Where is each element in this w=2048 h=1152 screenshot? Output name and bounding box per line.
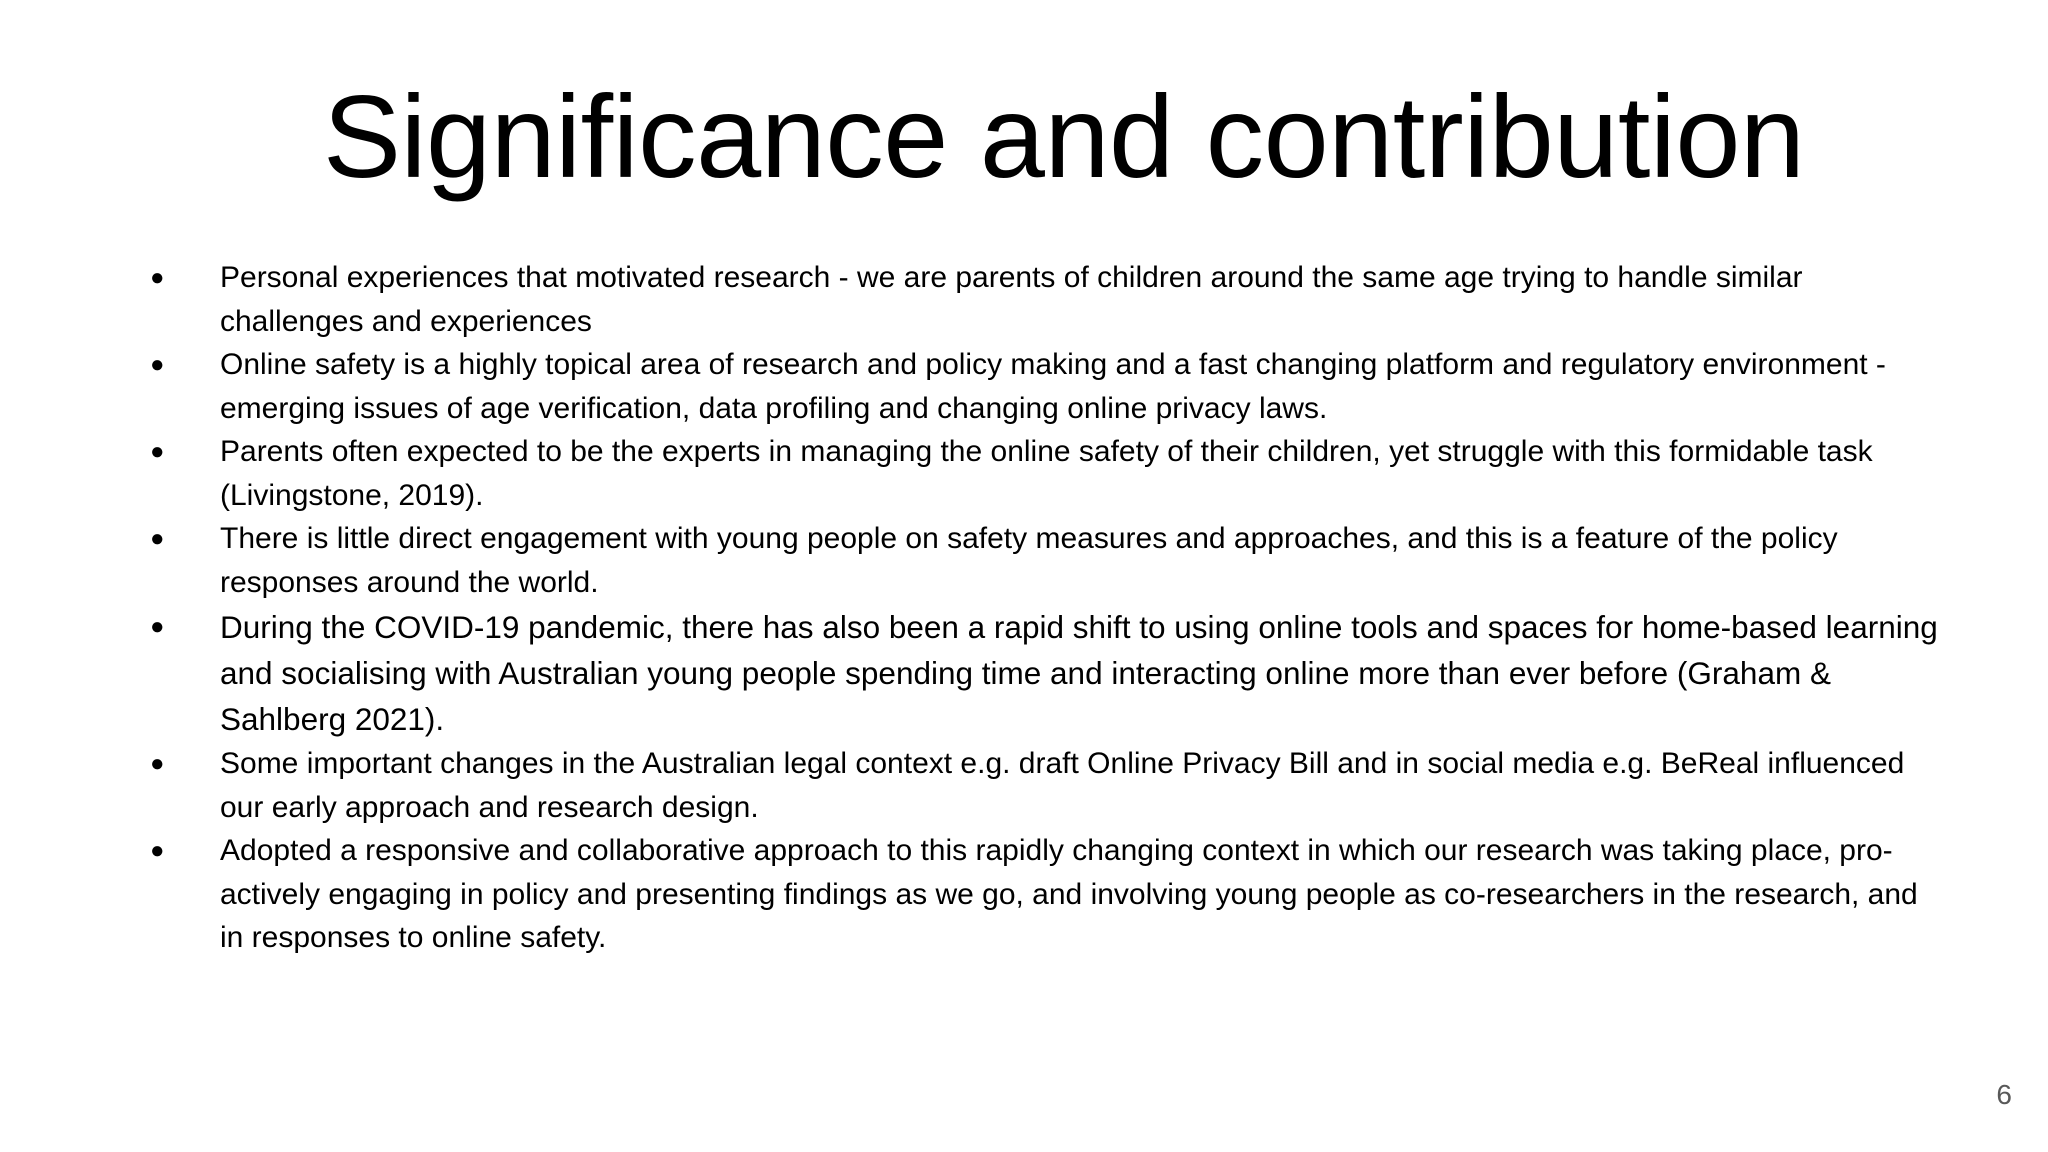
bullet-item [140,742,1940,829]
bullet-text: Online safety is a highly topical area of research and policy making and a fast changing platform and regulatory environment - emerging issues of age verification, data profiling and changing online privacy laws. [220,348,1886,425]
bullet-text: During the COVID-19 pandemic, there has also been a rapid shift to using online tools and spaces for home-based learning and socialising with Australian young people spending time and interacting online more than ever before (Graham & Sahlberg 2021). [220,609,1938,737]
bullet-icon: ● [150,438,165,465]
bullet-list [140,256,1940,960]
page-number: 6 [1996,1079,2012,1110]
bullet-text: There is little direct engagement with young people on safety measures and approaches, and this is a feature of the policy responses around the world. [220,522,1838,599]
bullet-item [140,829,1940,960]
slide-title: Significance and contribution [323,71,1805,202]
bullet-item [140,604,1940,742]
bullet-icon: ● [150,750,165,777]
bullet-icon: ● [150,837,165,864]
bullet-text: Parents often expected to be the experts in managing the online safety of their children, yet struggle with this formidable task (Livingstone, 2019). [220,435,1873,512]
bullet-text: Some important changes in the Australian legal context e.g. draft Online Privacy Bill and in social media e.g. BeReal influenced our early approach and research design. [220,747,1905,824]
bullet-item [140,343,1940,430]
bullet-icon: ● [150,525,165,552]
bullet-item [140,256,1940,343]
bullet-icon: ● [150,264,165,291]
bullet-item [140,517,1940,604]
bullet-icon: ● [150,613,165,640]
bullet-text: Adopted a responsive and collaborative approach to this rapidly changing context in which our research was taking place, pro-actively engaging in policy and presenting findings as we go, and involving young people as co-researchers in the research, and in responses to online safety. [220,834,1918,954]
bullet-item [140,430,1940,517]
bullet-text: Personal experiences that motivated research - we are parents of children around the same age trying to handle similar challenges and experiences [220,261,1803,338]
bullet-icon: ● [150,351,165,378]
